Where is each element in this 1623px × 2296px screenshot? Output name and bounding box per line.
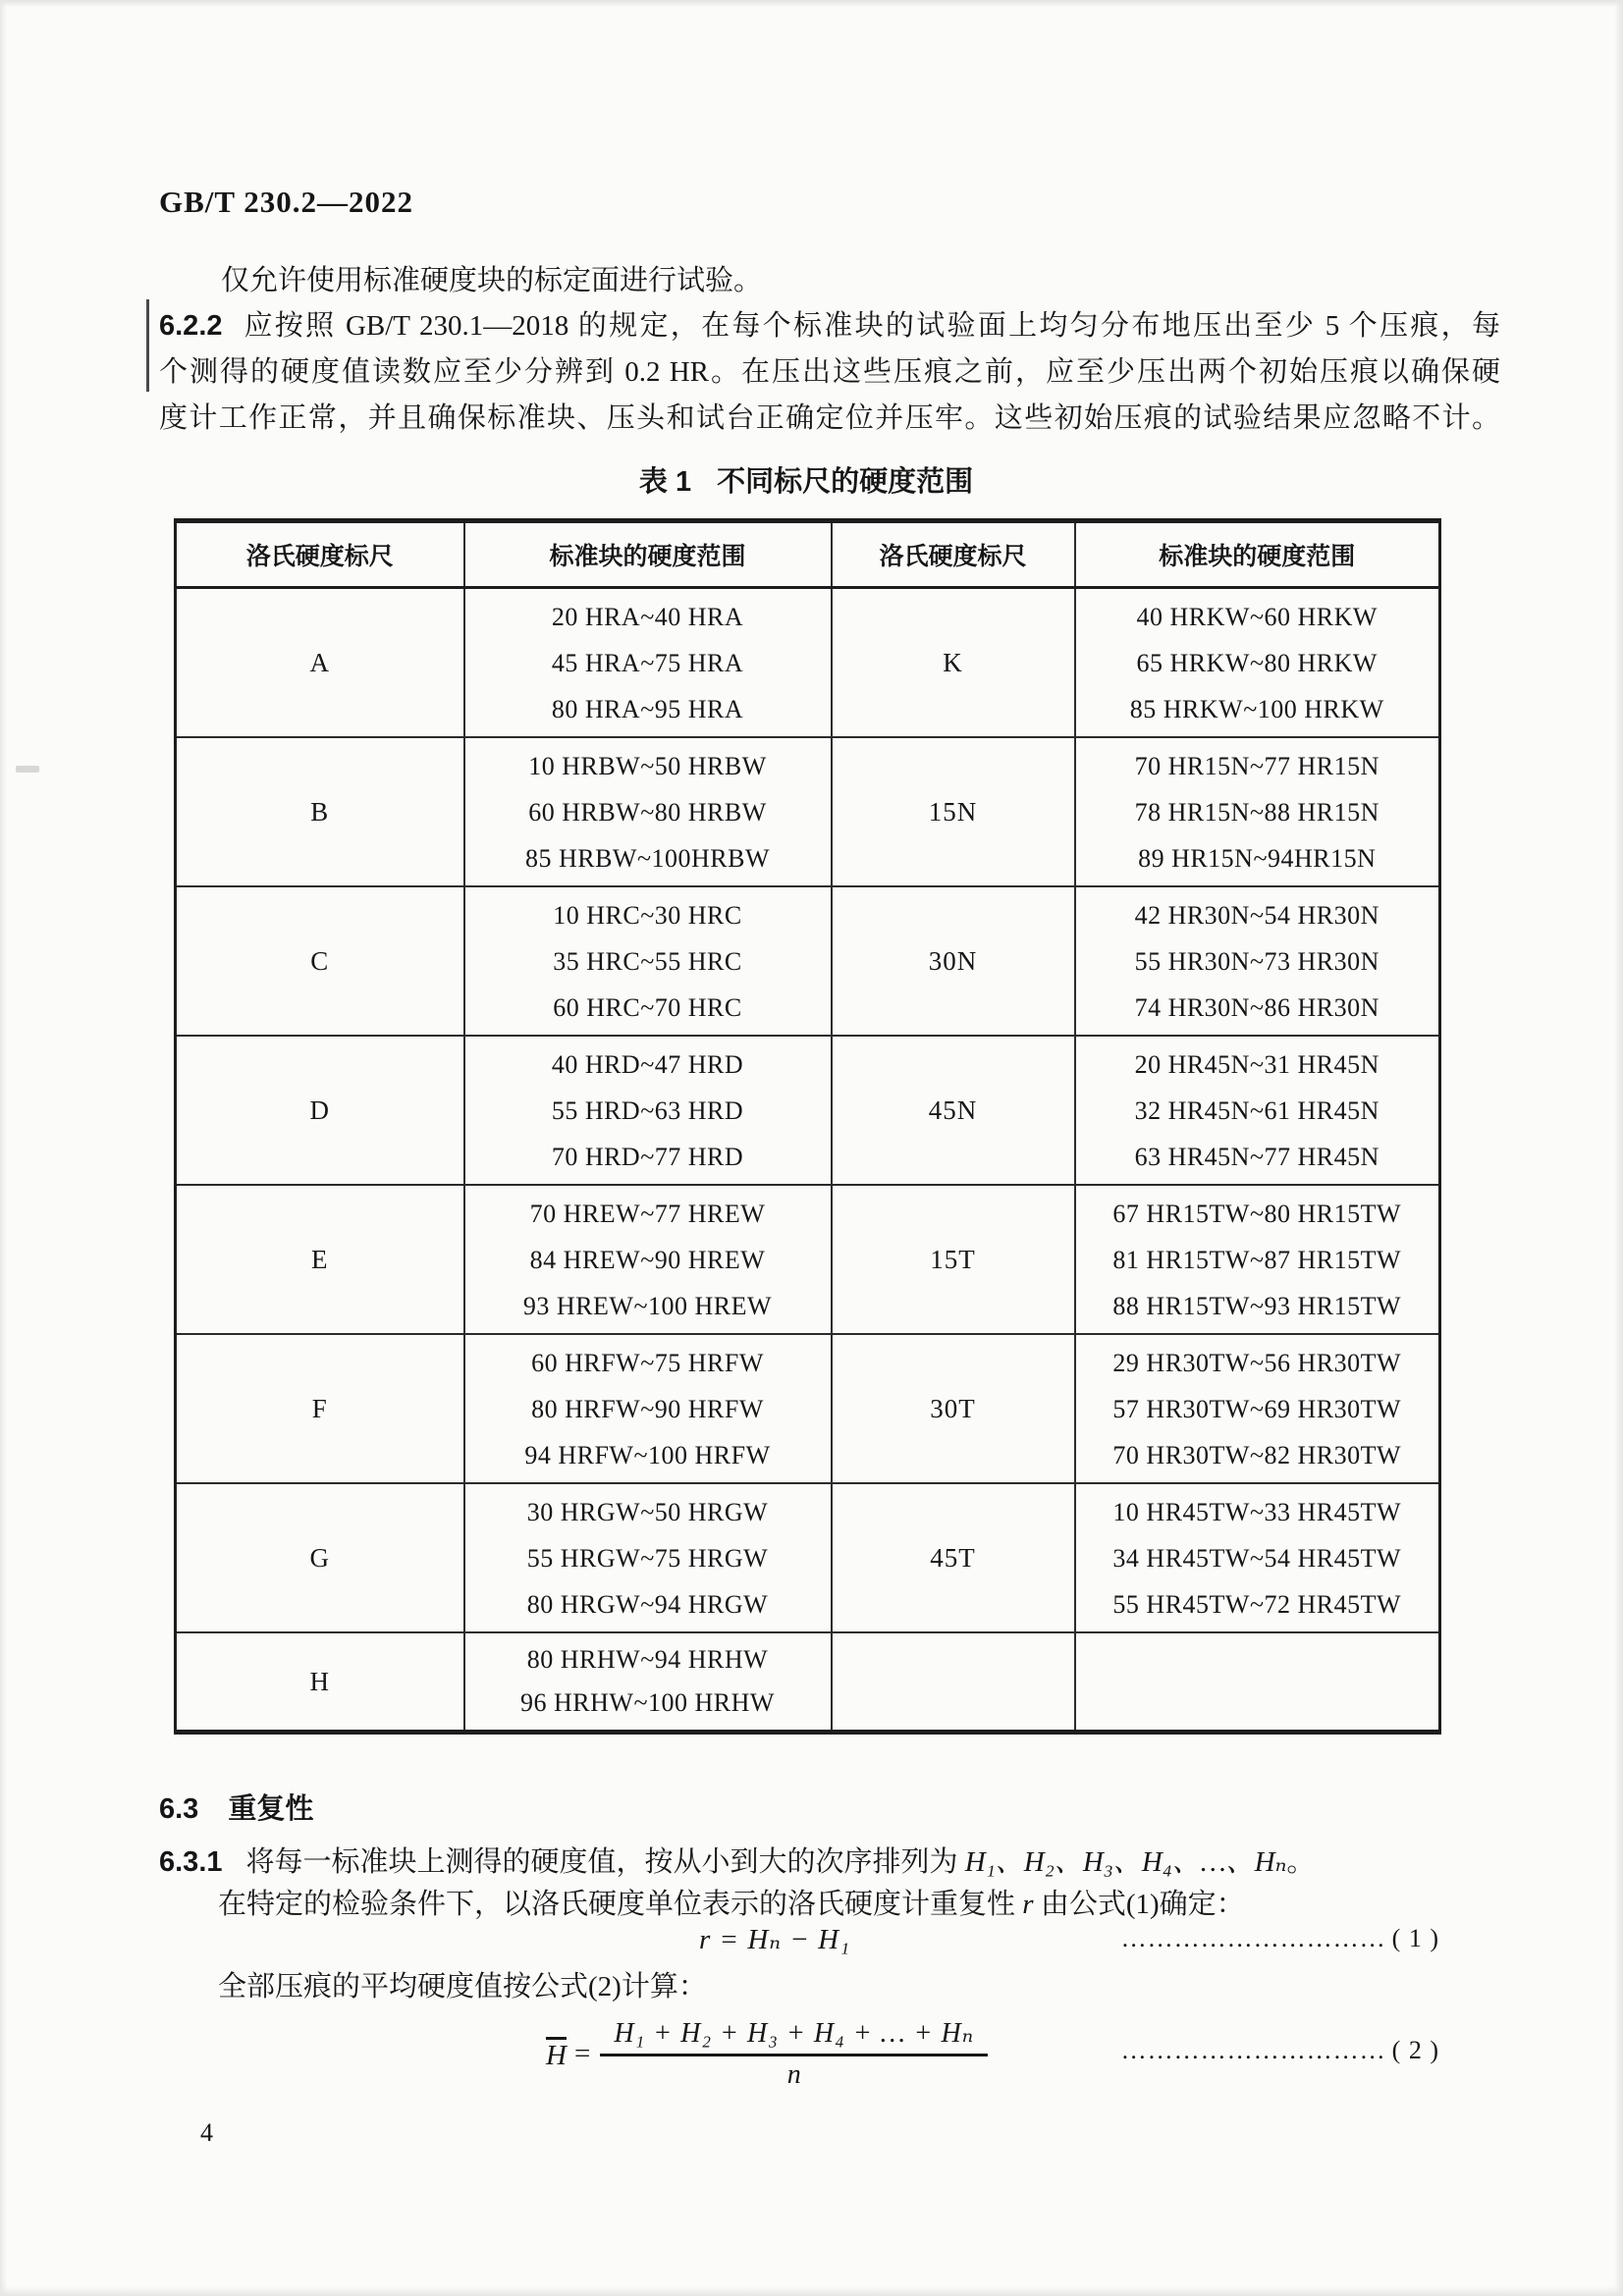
- range-line: 20 HR45N~31 HR45N: [1134, 1049, 1380, 1079]
- table-row: [176, 1036, 1440, 1185]
- section-6-3-number: 6.3: [159, 1793, 199, 1825]
- range-cell: [1075, 1036, 1440, 1185]
- range-cell: [464, 737, 832, 886]
- scale-cell: G: [176, 1483, 464, 1632]
- clause-6-2-2-line1: [159, 303, 1500, 349]
- scale-cell: 45T: [832, 1483, 1075, 1632]
- clause-6-3-1-line2: [218, 1886, 1504, 1923]
- scale-cell: A: [176, 588, 464, 738]
- col-header-range-left: 标准块的硬度范围: [464, 521, 832, 588]
- table-row: [176, 588, 1440, 738]
- scale-cell: 30T: [832, 1334, 1075, 1483]
- scale-cell: F: [176, 1334, 464, 1483]
- clause-6-2-2: [159, 303, 1500, 442]
- formula-2-fraction: [600, 2016, 988, 2091]
- formula-1-number: ( 1 ): [1391, 1924, 1439, 1952]
- range-cell: [464, 1483, 832, 1632]
- table-row: [176, 886, 1440, 1036]
- range-line: 42 HR30N~54 HR30N: [1134, 900, 1380, 930]
- col-header-scale-left: 洛氏硬度标尺: [176, 521, 464, 588]
- section-6-3-heading: [159, 1787, 313, 1827]
- scale-cell: 15N: [832, 737, 1075, 886]
- col-header-range-right: 标准块的硬度范围: [1075, 521, 1440, 588]
- scale-cell: E: [176, 1185, 464, 1334]
- table-row: [176, 1185, 1440, 1334]
- range-cell: [1075, 1334, 1440, 1483]
- clause-6-2-2-line3: 度计工作正常，并且确保标准块、压头和试台正确定位并压牢。这些初始压痕的试验结果应忽略不计。: [159, 402, 1500, 434]
- table-row: [176, 1483, 1440, 1632]
- hardness-sequence-math: H₁、H₂、H₃、H₄、…、Hₙ: [964, 1846, 1287, 1878]
- range-line: 57 HR30TW~69 HR30TW: [1112, 1394, 1402, 1423]
- range-cell: [464, 1334, 832, 1483]
- range-cell: [464, 1185, 832, 1334]
- range-line: 30 HRGW~50 HRGW: [526, 1497, 769, 1526]
- range-line: 85 HRKW~100 HRKW: [1129, 694, 1384, 723]
- range-cell: [464, 1632, 832, 1733]
- scale-cell: C: [176, 886, 464, 1036]
- scale-cell-empty: [832, 1632, 1075, 1733]
- range-line: 67 HR15TW~80 HR15TW: [1112, 1199, 1402, 1228]
- formula-2-dots: …………………………: [1120, 2036, 1386, 2064]
- range-cell: [1075, 1185, 1440, 1334]
- scale-cell: B: [176, 737, 464, 886]
- range-line: 40 HRKW~60 HRKW: [1136, 602, 1378, 631]
- range-line: 55 HR30N~73 HR30N: [1134, 946, 1380, 976]
- scale-cell: 45N: [832, 1036, 1075, 1185]
- section-6-3-title: 重复性: [228, 1793, 314, 1825]
- clause-6-3-1-number: 6.3.1: [159, 1846, 223, 1878]
- formula-1-dots: …………………………: [1120, 1924, 1386, 1952]
- range-cell-empty: [1075, 1632, 1440, 1733]
- range-line: 94 HRFW~100 HRFW: [524, 1440, 771, 1469]
- clause-6-3-1-text: [246, 1843, 1316, 1881]
- range-cell: [1075, 737, 1440, 886]
- hardness-range-table: [174, 518, 1441, 1735]
- clause-6-2-2-line2: 个测得的硬度值读数应至少分辨到 0.2 HR。在压出这些压痕之前，应至少压出两个初始压痕以确保硬: [159, 356, 1500, 388]
- scale-cell: D: [176, 1036, 464, 1185]
- scale-cell: 15T: [832, 1185, 1075, 1334]
- range-line: 80 HRHW~94 HRHW: [526, 1645, 769, 1674]
- range-cell: [464, 886, 832, 1036]
- repeatability-symbol: r: [1022, 1889, 1034, 1920]
- standard-code-header: GB/T 230.2—2022: [159, 185, 414, 219]
- table1-caption-label: 表 1: [638, 466, 692, 498]
- page-number: 4: [200, 2118, 213, 2147]
- line2-text-post: 由公式(1)确定：: [1033, 1889, 1245, 1920]
- range-line: 55 HRD~63 HRD: [551, 1095, 744, 1125]
- range-line: 40 HRD~47 HRD: [551, 1049, 744, 1079]
- range-line: 10 HR45TW~33 HR45TW: [1112, 1497, 1402, 1526]
- range-cell: [1075, 886, 1440, 1036]
- range-line: 80 HRA~95 HRA: [551, 694, 744, 723]
- range-line: 60 HRFW~75 HRFW: [531, 1348, 764, 1377]
- table-row: [176, 1632, 1440, 1733]
- range-line: 29 HR30TW~56 HR30TW: [1112, 1348, 1402, 1377]
- clause-6-3-1-text-pre: 将每一标准块上测得的硬度值，按从小到大的次序排列为: [245, 1846, 965, 1878]
- table-row: [176, 1334, 1440, 1483]
- scale-cell: 30N: [832, 886, 1075, 1036]
- range-line: 85 HRBW~100HRBW: [524, 843, 771, 873]
- range-line: 60 HRBW~80 HRBW: [528, 797, 767, 827]
- range-line: 65 HRKW~80 HRKW: [1136, 648, 1378, 677]
- intro-paragraph: 仅允许使用标准硬度块的标定面进行试验。: [221, 265, 763, 296]
- range-cell: [1075, 1483, 1440, 1632]
- range-line: 84 HREW~90 HREW: [529, 1245, 766, 1274]
- range-line: 70 HRD~77 HRD: [551, 1142, 744, 1171]
- formula-2-row: [0, 2006, 1623, 2101]
- range-line: 88 HR15TW~93 HR15TW: [1112, 1291, 1402, 1320]
- range-line: 10 HRC~30 HRC: [553, 900, 742, 930]
- formula-1-leader: [1121, 1924, 1439, 1953]
- range-line: 34 HR45TW~54 HR45TW: [1112, 1543, 1402, 1573]
- range-cell: [464, 588, 832, 738]
- range-line: 20 HRA~40 HRA: [551, 602, 744, 631]
- formula-2-leader: [1121, 2036, 1439, 2065]
- range-line: 10 HRBW~50 HRBW: [528, 751, 767, 780]
- range-line: 78 HR15N~88 HR15N: [1134, 797, 1380, 827]
- formula-1-expression: r = Hₙ − H₁: [699, 1924, 851, 1955]
- line2-text-pre: 在特定的检验条件下，以洛氏硬度单位表示的洛氏硬度计重复性: [218, 1889, 1023, 1920]
- range-line: 35 HRC~55 HRC: [553, 946, 742, 976]
- range-line: 63 HR45N~77 HR45N: [1134, 1142, 1380, 1171]
- formula-2-number: ( 2 ): [1391, 2036, 1439, 2064]
- clause-6-3-1-text-end: 。: [1286, 1846, 1316, 1878]
- range-line: 55 HR45TW~72 HR45TW: [1112, 1589, 1402, 1619]
- scan-edge-bottom: [0, 2286, 1623, 2296]
- mean-hardness-symbol: H: [546, 2037, 567, 2070]
- scale-cell: K: [832, 588, 1075, 738]
- range-line: 81 HR15TW~87 HR15TW: [1112, 1245, 1402, 1274]
- formula-2-numerator: H₁ + H₂ + H₃ + H₄ + … + Hₙ: [600, 2016, 988, 2056]
- table-row: [176, 737, 1440, 886]
- revision-change-bar: [146, 299, 149, 392]
- table1-caption: [174, 459, 1438, 500]
- clause-6-3-1-line1: [159, 1843, 1504, 1881]
- range-line: 45 HRA~75 HRA: [551, 648, 744, 677]
- scale-cell: H: [176, 1632, 464, 1733]
- col-header-scale-right: 洛氏硬度标尺: [832, 521, 1075, 588]
- formula-2-equals: =: [573, 2037, 591, 2069]
- scan-smudge: [16, 766, 39, 773]
- formula-1-row: [0, 1922, 1623, 1963]
- range-line: 70 HR15N~77 HR15N: [1134, 751, 1380, 780]
- table1-caption-text: 不同标尺的硬度范围: [717, 466, 974, 498]
- mean-hardness-paragraph: 全部压痕的平均硬度值按公式(2)计算：: [218, 1971, 707, 2002]
- range-line: 74 HR30N~86 HR30N: [1134, 992, 1380, 1022]
- range-line: 96 HRHW~100 HRHW: [520, 1688, 775, 1717]
- range-line: 55 HRGW~75 HRGW: [526, 1543, 769, 1573]
- range-line: 80 HRFW~90 HRFW: [531, 1394, 764, 1423]
- range-line: 70 HR30TW~82 HR30TW: [1112, 1440, 1402, 1469]
- table-header-row: [176, 521, 1440, 588]
- range-cell: [1075, 588, 1440, 738]
- formula-2-denominator: n: [786, 2059, 801, 2090]
- range-line: 70 HREW~77 HREW: [529, 1199, 766, 1228]
- range-line: 32 HR45N~61 HR45N: [1134, 1095, 1380, 1125]
- range-cell: [464, 1036, 832, 1185]
- scan-edge-top: [0, 0, 1623, 7]
- range-line: 80 HRGW~94 HRGW: [526, 1589, 769, 1619]
- formula-2-expression: [546, 2006, 988, 2101]
- range-line: 89 HR15N~94HR15N: [1138, 843, 1377, 873]
- range-line: 93 HREW~100 HREW: [522, 1291, 773, 1320]
- range-line: 60 HRC~70 HRC: [553, 992, 742, 1022]
- clause-6-2-2-text1: 应按照 GB/T 230.1—2018 的规定，在每个标准块的试验面上均匀分布地压出至少 5 个压痕，每: [243, 310, 1500, 342]
- clause-6-2-2-number: 6.2.2: [159, 310, 223, 342]
